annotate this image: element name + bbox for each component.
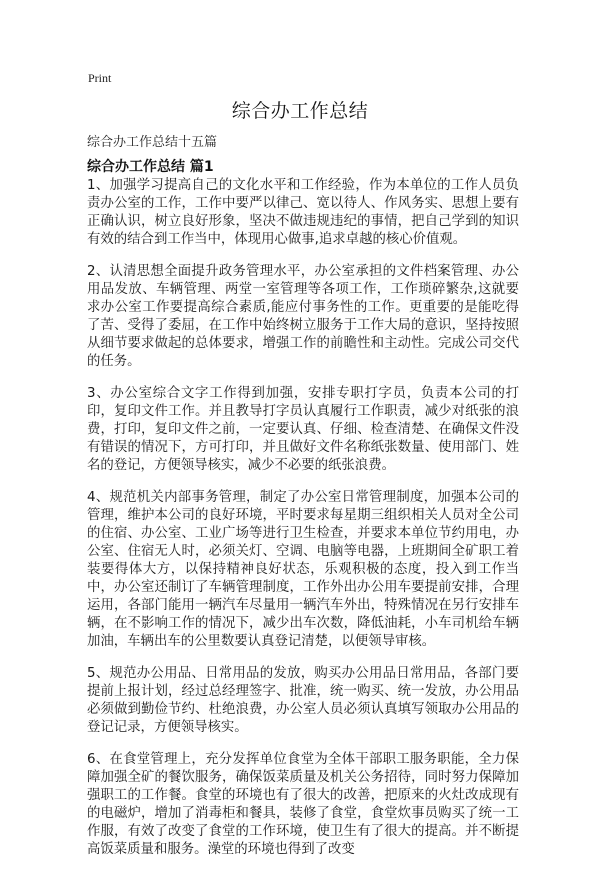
page-title: 综合办工作总结 xyxy=(231,100,369,122)
paragraph-3: 3、办公室综合文字工作得到加强，安排专职打字员，负责本公司的打印，复印文件工作。并且教导打字员认真履行工作职责，减少对纸张的浪费，打印，复印文件之前，一定要认真、仔细、检查清楚、在确保文件没有错误的情况下，方可打印，并且做好文件名称纸张数量、使用部门、姓名的登记，方便领导核实，减少不必要的纸张浪费。 xyxy=(87,386,519,473)
section-heading: 综合办工作总结 篇1 xyxy=(87,159,214,175)
print-label: Print xyxy=(88,71,112,85)
document-subtitle: 综合办工作总结十五篇 xyxy=(87,135,218,150)
paragraph-1: 1、加强学习提高自己的文化水平和工作经验，作为本单位的工作人员负责办公室的工作，工作中要严以律己、宽以待人、作风务实、思想上要有正确认识，树立良好形象，坚决不做违规违纪的事情，把自己学到的知识有效的结合到工作当中，体现用心做事,追求卓越的核心价值观。 xyxy=(87,178,519,247)
paragraph-2: 2、认清思想全面提升政务管理水平，办公室承担的文件档案管理、办公用品发放、车辆管理、两堂一室管理等各项工作，工作琐碎繁杂,这就要求办公室工作要提高综合素质,能应付事务性的工作。更重要的是能吃得了苦、受得了委屈，在工作中始终树立服务于工作大局的意识，坚持按照从细节要求做起的总体要求，增强工作的前瞻性和主动性。完成公司交代的任务。 xyxy=(87,264,519,369)
document-body xyxy=(87,177,519,873)
paragraph-4: 4、规范机关内部事务管理，制定了办公室日常管理制度，加强本公司的管理，维护本公司的良好环境，平时要求每星期三组织相关人员对全公司的住宿、办公室、工业广场等进行卫生检查，并要求本单位节约用电，办公室、住宿无人时，必须关灯、空调、电脑等电器，上班期间全矿职工着装要得体大方，以保持精神良好状态，乐观积极的态度，投入到工作当中，办公室还制订了车辆管理制度，工作外出办公用车要提前安排，合理运用，各部门能用一辆汽车尽量用一辆汽车外出，特殊情况在另行安排车辆，在不影响工作的情况下，减少出车次数，降低油耗，小车司机给车辆加油，车辆出车的公里数要认真登记清楚，以便领导审核。 xyxy=(87,490,519,649)
paragraph-6: 6、在食堂管理上，充分发挥单位食堂为全体干部职工服务职能，全力保障加强全矿的餐饮服务，确保饭菜质量及机关公务招待，同时努力保障加强职工的工作餐。食堂的环境也有了很大的改善，把原来的火灶改成现有的电磁炉，增加了消毒柜和餐具，装修了食堂，食堂炊事员购买了统一工作服，有效了改变了食堂的工作环境，使卫生有了很大的提高。并不断提高饭菜质量和服务。澡堂的环境也得到了改变 xyxy=(87,752,519,857)
paragraph-5: 5、规范办公用品、日常用品的发放，购买办公用品日常用品，各部门要提前上报计划，经过总经理签字、批准，统一购买、统一发放，办公用品必须做到勤俭节约、杜绝浪费，办公室人员必须认真填写领取办公用品的登记记录，方便领导核实。 xyxy=(87,666,519,735)
